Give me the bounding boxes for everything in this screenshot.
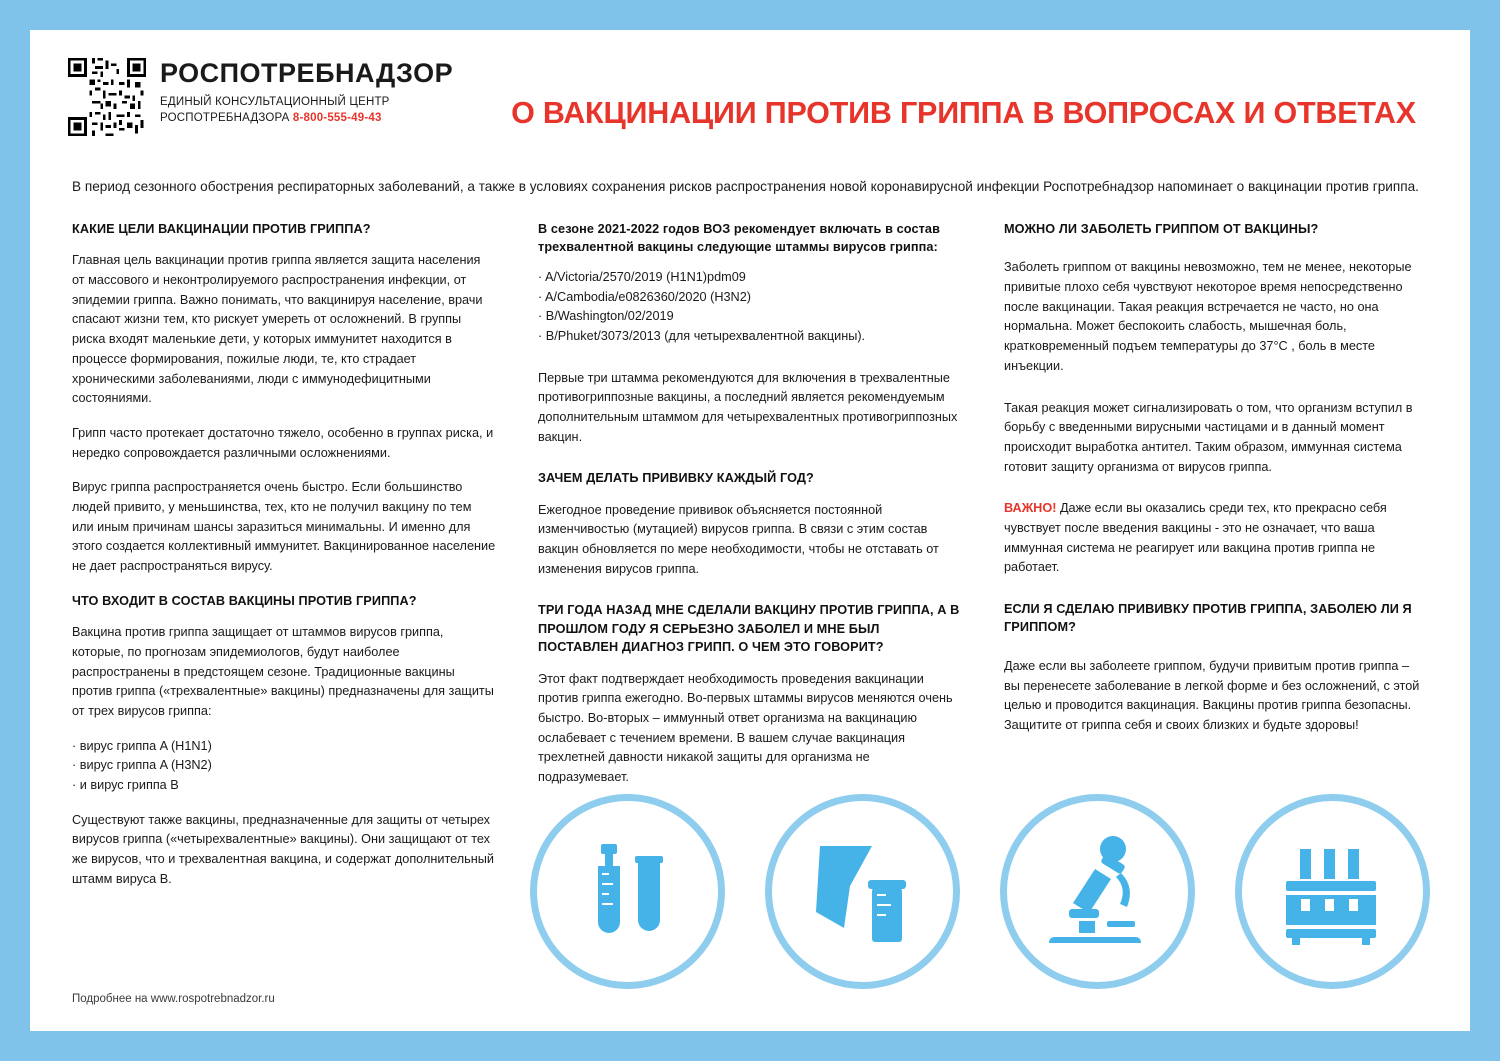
microscope-icon <box>1035 829 1160 954</box>
heading-goals: КАКИЕ ЦЕЛИ ВАКЦИНАЦИИ ПРОТИВ ГРИППА? <box>72 222 371 237</box>
text-strains-note: Первые три штамма рекомендуются для включения в трехвалентные противогриппозные вакцины, а последний является рекомендуемым дополнительным штаммом для четырехвалентных противогриппозных вакцин. <box>538 370 958 444</box>
test-tube-rack-icon <box>1270 837 1395 947</box>
footer-note: Подробнее на www.rospotrebnadzor.ru <box>72 993 275 1005</box>
virus-list <box>72 737 496 796</box>
icon-circle-microscope <box>1000 794 1195 989</box>
heading-yearly: ЗАЧЕМ ДЕЛАТЬ ПРИВИВКУ КАЖДЫЙ ГОД? <box>538 471 814 486</box>
spacer <box>1004 650 1428 657</box>
brand-text <box>160 58 453 127</box>
hotline-phone: 8-800-555-49-43 <box>292 112 382 125</box>
brand-subtitle <box>160 94 453 127</box>
text-goals-1: Главная цель вакцинации против гриппа является защита населения от массового и неконтролируемого распространения инфекции, от эпидемии гриппа. Важно понимать, что вакцинируя население, врачи спасают жизни тем, кто рискует умереть от осложнений. В группы риска входят маленькие дети, у которых иммунитет находится в процессе формирования, пожилые люди, те, кто страдает хроническими заболеваниями, люди с иммунодефицитными состояниями. <box>72 253 483 406</box>
brand-block <box>68 58 453 136</box>
list-item: · вирус гриппа A (H3N2) <box>72 758 212 773</box>
important-text: Даже если вы оказались среди тех, кто прекрасно себя чувствует после введения вакцины - это не означает, что ваша иммунная система не реагирует или вакцина против гриппа не работает. <box>1004 501 1387 575</box>
text-goals-2: Грипп часто протекает достаточно тяжело, особенно в группах риска, и нередко сопровождается различными осложнениями. <box>72 425 494 460</box>
icon-circle-dropper <box>530 794 725 989</box>
page-title: О ВАКЦИНАЦИИ ПРОТИВ ГРИППА В ВОПРОСАХ И ОТВЕТАХ <box>511 96 1416 130</box>
text-will-i-get-sick: Даже если вы заболеете гриппом, будучи привитым против гриппа – вы перенесете заболевание в легкой форме и без осложнений, с этой целью и проводится вакцинация. Вакцины против гриппа безопасны. Защитите от гриппа себя и своих близких и будьте здоровы! <box>1004 658 1420 732</box>
heading-will-i-get-sick: ЕСЛИ Я СДЕЛАЮ ПРИВИВКУ ПРОТИВ ГРИППА, ЗАБОЛЕЮ ЛИ Я ГРИППОМ? <box>1004 602 1412 635</box>
text-important-note <box>1004 499 1428 578</box>
spacer <box>1004 492 1428 499</box>
dropper-and-vial-icon <box>568 832 688 952</box>
text-goals-3: Вирус гриппа распространяется очень быстро. Если большинство людей привито, у меньшинства, тех, кто не получил вакцину по тем или иным причинам шансы заразиться минимальны. И именно для этого создается коллективный иммунитет. Вакцинированное население не дает распространяться вирусу. <box>72 480 496 574</box>
column-1 <box>72 220 496 904</box>
heading-can-get-flu: МОЖНО ЛИ ЗАБОЛЕТЬ ГРИППОМ ОТ ВАКЦИНЫ? <box>1004 222 1319 237</box>
icon-row <box>530 794 1430 989</box>
heading-season-strains: В сезоне 2021-2022 годов ВОЗ рекомендует включать в состав трехвалентной вакцины следующие штаммы вирусов гриппа: <box>538 222 940 255</box>
icon-circle-test-tube-rack <box>1235 794 1430 989</box>
spacer <box>1004 251 1428 258</box>
list-item: · A/Cambodia/e0826360/2020 (H3N2) <box>538 289 752 304</box>
text-composition-2: Существуют также вакцины, предназначенные для защиты от четырех вирусов гриппа («четырехвалентные» вакцины). Они защищают от тех же вирусов, что и трехвалентная вакцина, и содержат дополнительный штамм вируса В. <box>72 812 494 886</box>
text-can-get-flu-2: Такая реакция может сигнализировать о том, что организм вступил в борьбу с введенными вирусными частицами и в данный момент происходит выработка антител. Таким образом, иммунная система готовит защиту организма от вирусов гриппа. <box>1004 400 1413 474</box>
text-composition-1: Вакцина против гриппа защищает от штаммов вирусов гриппа, которые, по прогнозам эпидемиологов, будут наиболее распространены в предстоящем сезоне. Традиционные вакцины против гриппа («трехвалентные» вакцины) предназначены для защиты от трех вирусов гриппа: <box>72 625 494 718</box>
intro-paragraph: В период сезонного обострения респираторных заболеваний, а также в условиях сохранения рисков распространения новой коронавирусной инфекции Роспотребнадзор напоминает о вакцинации против гриппа. <box>72 179 1419 194</box>
icon-circle-flask <box>765 794 960 989</box>
strain-list <box>538 268 962 347</box>
brand-subtitle-line2: РОСПОТРЕБНАДЗОРА <box>160 112 290 125</box>
list-item: · и вирус гриппа B <box>72 777 179 792</box>
text-three-years-ago: Этот факт подтверждает необходимость проведения вакцинации против гриппа ежегодно. Во-первых штаммы вирусов меняются очень быстро. Во-вторых – иммунный ответ организма на вакцинацию ослабевает с течением времени. В вашем случае вакцинация трехлетней давности никакой защиты для организма не подразумевает. <box>538 671 953 785</box>
text-can-get-flu-1: Заболеть гриппом от вакцины невозможно, тем не менее, некоторые привитые плохо себя чувствуют некоторое время непосредственно после вакцинации. Такая реакция встречается не часто, но она нормальна. Может беспокоить слабость, мышечная боль, кратковременный подъем температуры до 37°С , боль в месте инъекции. <box>1004 260 1412 373</box>
list-item: · B/Phuket/3073/2013 (для четырехвалентной вакцины). <box>538 328 866 343</box>
brand-subtitle-line1: ЕДИНЫЙ КОНСУЛЬТАЦИОННЫЙ ЦЕНТР <box>160 96 390 108</box>
list-item: · вирус гриппа A (H1N1) <box>72 738 212 753</box>
poster <box>30 30 1470 1031</box>
qr-code-icon <box>68 58 146 136</box>
heading-three-years-ago: ТРИ ГОДА НАЗАД МНЕ СДЕЛАЛИ ВАКЦИНУ ПРОТИВ ГРИППА, А В ПРОШЛОМ ГОДУ Я СЕРЬЕЗНО ЗАБОЛЕЛ И МНЕ БЫЛ ПОСТАВЛЕН ДИАГНОЗ ГРИПП. О ЧЕМ ЭТО ГОВОРИТ? <box>538 603 960 655</box>
header <box>30 30 1470 168</box>
list-item: · B/Washington/02/2019 <box>538 309 674 324</box>
text-yearly: Ежегодное проведение прививок объясняется постоянной изменчивостью (мутацией) вирусов гриппа. В связи с этим состав вакцин обновляется по мере необходимости, чтобы не отставать от изменения вирусов гриппа. <box>538 502 939 576</box>
spacer <box>538 462 962 469</box>
list-item: · A/Victoria/2570/2019 (H1N1)pdm09 <box>538 269 746 284</box>
spacer <box>1004 392 1428 399</box>
flask-pouring-icon <box>798 832 928 952</box>
spacer <box>538 362 962 369</box>
brand-title: РОСПОТРЕБНАДЗОР <box>160 58 454 88</box>
heading-composition: ЧТО ВХОДИТ В СОСТАВ ВАКЦИНЫ ПРОТИВ ГРИППА? <box>72 593 417 608</box>
spacer <box>538 594 962 601</box>
spacer <box>1004 593 1428 600</box>
important-label: ВАЖНО! <box>1004 501 1057 516</box>
